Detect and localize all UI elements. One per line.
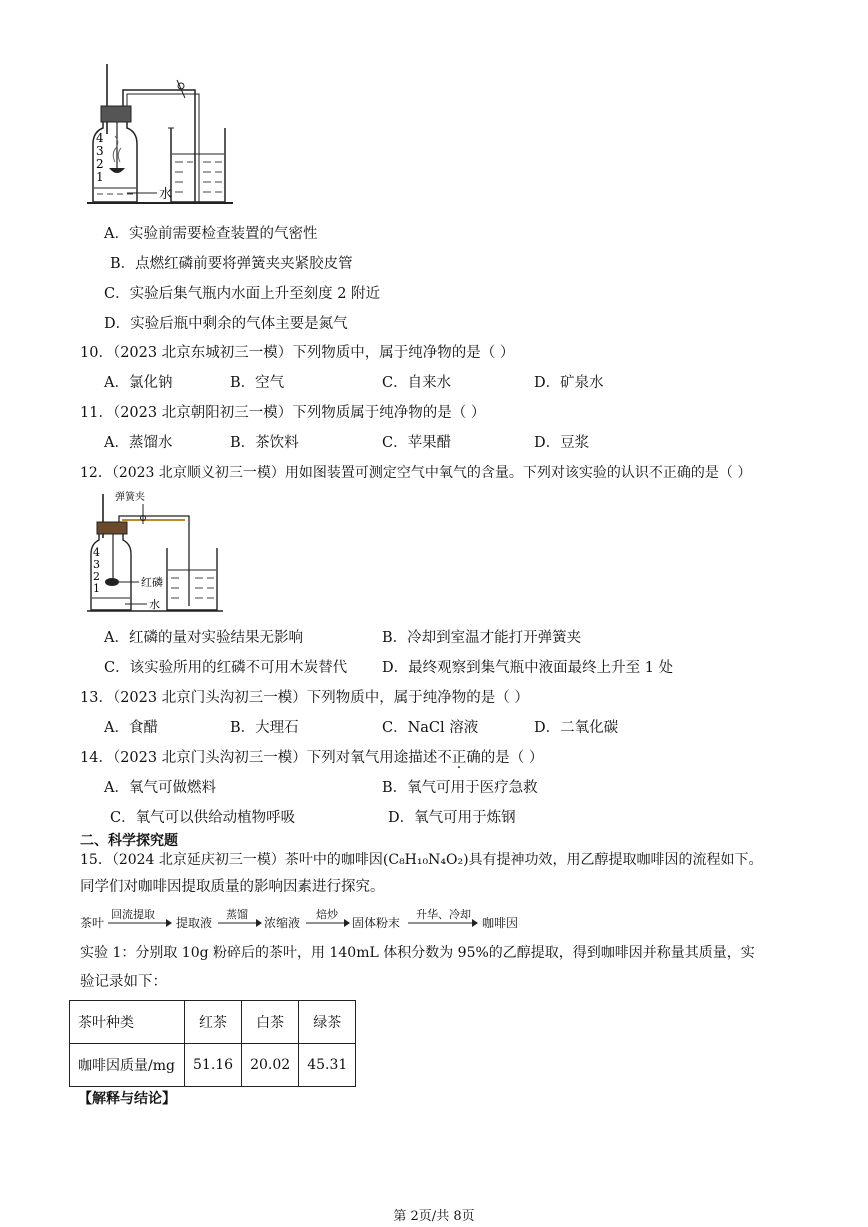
q15-stem-line1: 15．（2024 北京延庆初三一模）茶叶中的咖啡因(C₈H₁₀N₄O₂)具有提神功效，用乙醇提取咖啡因的流程如下。 <box>80 852 763 868</box>
q12-scale-1: 1 <box>93 582 100 595</box>
page-footer: 第 2页/共 8页 <box>393 1209 475 1224</box>
q14-stem <box>80 748 543 768</box>
q12-scale-2: 2 <box>93 570 100 583</box>
q9-option-c: C．实验后集气瓶内水面上升至刻度 2 附近 <box>104 286 381 302</box>
q15-conclusion-heading: 【解释与结论】 <box>78 1091 176 1107</box>
q13-option-a: A．食醋 <box>104 720 158 736</box>
q11-option-d: D．豆浆 <box>534 435 590 451</box>
q14-stem-post: 的是（ ） <box>480 750 544 766</box>
table-header-cell: 茶叶种类 <box>70 1001 185 1044</box>
q14-option-a: A．氧气可做燃料 <box>104 780 216 796</box>
q12-phosphorus-label: 红磷 <box>141 576 163 589</box>
q11-stem: 11．（2023 北京朝阳初三一模）下列物质属于纯净物的是（ ） <box>80 405 486 421</box>
q15-exp1-line2: 验记录如下： <box>80 974 167 990</box>
table-row <box>70 1044 356 1087</box>
q12-scale-3: 3 <box>93 558 100 571</box>
q11-option-a: A．蒸馏水 <box>104 435 173 451</box>
flow-arrow-4 <box>408 918 478 928</box>
q13-option-d: D．二氧化碳 <box>534 720 619 736</box>
table-cell: 51.16 <box>185 1044 242 1087</box>
q12-option-b: B．冷却到室温才能打开弹簧夹 <box>382 630 582 646</box>
flow-node-4: 固体粉末 <box>352 916 401 930</box>
q10-option-a: A．氯化钠 <box>104 375 173 391</box>
q11-option-c: C．苹果醋 <box>382 435 452 451</box>
flow-step-2: 蒸馏 <box>226 908 248 921</box>
q14-stem-emphasis: 不正确 <box>437 750 481 766</box>
q9-scale-4: 4 <box>96 131 104 145</box>
flow-step-4: 升华、冷却 <box>416 908 471 921</box>
q12-clip-label: 弹簧夹 <box>115 492 145 503</box>
q12-scale-4: 4 <box>93 546 100 559</box>
q10-option-c: C．自来水 <box>382 375 452 391</box>
q9-option-d: D．实验后瓶中剩余的气体主要是氮气 <box>104 316 348 332</box>
q13-option-b: B．大理石 <box>230 720 299 736</box>
q12-option-d: D．最终观察到集气瓶中液面最终上升至 1 处 <box>382 660 674 676</box>
q9-scale-1: 1 <box>96 170 104 184</box>
q9-option-b: B．点燃红磷前要将弹簧夹夹紧胶皮管 <box>110 256 353 272</box>
flow-node-5: 咖啡因 <box>482 916 519 930</box>
flow-node-1: 茶叶 <box>80 916 105 930</box>
table-header-cell: 白茶 <box>242 1001 299 1044</box>
q11-option-b: B．茶饮料 <box>230 435 299 451</box>
q15-stem-line2: 同学们对咖啡因提取质量的影响因素进行探究。 <box>80 879 385 895</box>
q12-option-a: A．红磷的量对实验结果无影响 <box>104 630 303 646</box>
table-cell: 咖啡因质量/mg <box>70 1044 185 1087</box>
q12-stem: 12．（2023 北京顺义初三一模）用如图装置可测定空气中氧气的含量。下列对该实验的认识不正确的是（ ） <box>80 465 752 481</box>
q12-option-c: C．该实验所用的红磷不可用木炭替代 <box>104 660 348 676</box>
q9-scale-3: 3 <box>96 144 104 158</box>
q12-apparatus-figure <box>85 488 225 616</box>
q9-water-label: 水 <box>159 187 173 202</box>
table-header-cell: 绿茶 <box>299 1001 356 1044</box>
flow-arrow-2 <box>218 918 262 928</box>
table-row <box>70 1001 356 1044</box>
table-cell: 45.31 <box>299 1044 356 1087</box>
q10-stem: 10．（2023 北京东城初三一模）下列物质中，属于纯净物的是（ ） <box>80 345 515 361</box>
flow-node-3: 浓缩液 <box>264 916 301 930</box>
q15-exp1-line1: 实验 1：分别取 10g 粉碎后的茶叶，用 140mL 体积分数为 95%的乙醇提取，得到咖啡因并称量其质量，实 <box>80 945 755 961</box>
q15-data-table <box>69 1000 356 1087</box>
q10-option-b: B．空气 <box>230 375 285 391</box>
table-cell: 20.02 <box>242 1044 299 1087</box>
table-header-cell: 红茶 <box>185 1001 242 1044</box>
flow-step-3: 焙炒 <box>316 908 338 921</box>
flow-arrow-3 <box>306 918 350 928</box>
q10-option-d: D．矿泉水 <box>534 375 604 391</box>
q14-stem-pre: 14．（2023 北京门头沟初三一模）下列对氧气用途描述 <box>80 750 438 766</box>
q14-option-b: B．氧气可用于医疗急救 <box>382 780 538 796</box>
q14-option-c: C．氧气可以供给动植物呼吸 <box>110 810 296 826</box>
q9-option-a: A．实验前需要检查装置的气密性 <box>104 226 318 242</box>
section-2-title: 二、科学探究题 <box>80 833 178 849</box>
q13-stem: 13．（2023 北京门头沟初三一模）下列物质中，属于纯净物的是（ ） <box>80 690 529 706</box>
flow-step-1: 回流提取 <box>111 908 155 921</box>
q12-water-label: 水 <box>149 598 160 611</box>
flow-arrow-1 <box>108 918 172 928</box>
flow-node-2: 提取液 <box>176 916 213 930</box>
q14-option-d: D．氧气可用于炼钢 <box>388 810 516 826</box>
q9-scale-2: 2 <box>96 157 104 171</box>
q9-apparatus-figure <box>85 62 235 210</box>
q13-option-c: C．NaCl 溶液 <box>382 720 479 736</box>
